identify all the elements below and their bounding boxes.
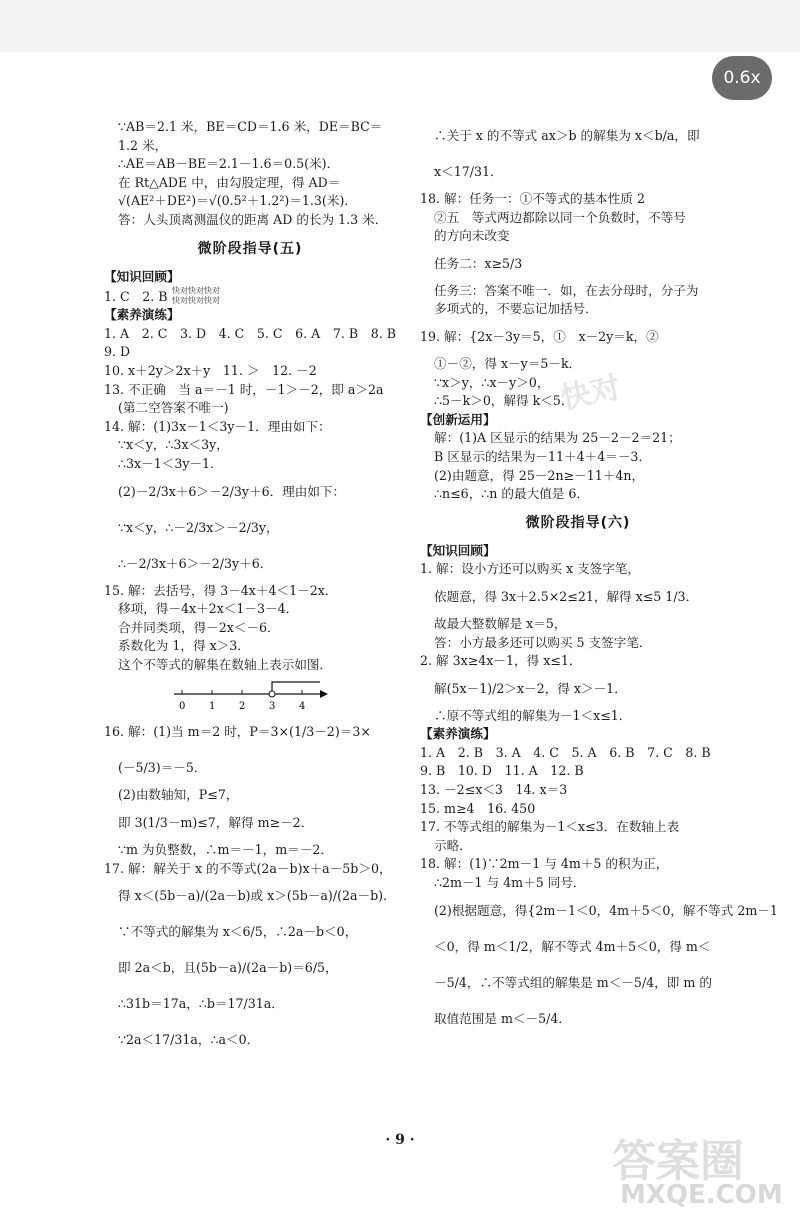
section-label: 【知识回顾】 [104, 268, 180, 284]
text-line: x＜17/31． [434, 164, 503, 179]
text-line: 得 x＜(5b－a)/(2a－b)或 x＞(5b－a)/(2a－b)． [118, 888, 396, 904]
section-label: 【素养演练】 [420, 726, 496, 742]
handwriting-line: 快对快对快对 [172, 296, 220, 306]
text-line: 解：(1)A 区显示的结果为 25－2－2＝21； [434, 430, 681, 446]
text-line: ∵x＜y，∴3x＜3y， [118, 437, 229, 453]
watermark-kuaidui: 快对 [557, 370, 624, 417]
text-line: (2)由数轴知，P≤7， [118, 787, 239, 803]
text-line: 16. 解：(1)当 m＝2 时，P＝3×(1/3－2)＝3× [104, 724, 371, 740]
section-heading: 微阶段指导(五) [197, 240, 303, 257]
text-line: 这个不等式的解集在数轴上表示如图． [118, 656, 333, 672]
text-line: ∴n≤6，∴n 的最大值是 6． [434, 486, 589, 502]
text-line: 2. 解 3x≥4x－1，得 x≤1． [420, 653, 582, 669]
text-line: 17. 解：解关于 x 的不等式(2a－b)x＋a－5b＞0， [104, 860, 392, 876]
text-line: ∴5－k＞0，解得 k＜5． [434, 393, 574, 409]
section-heading: 微阶段指导(六) [525, 514, 631, 531]
text-line: 15. m≥4 16. 450 [420, 800, 536, 816]
handwriting-note [172, 286, 220, 306]
text-line: 任务二：x≥5/3 [434, 255, 523, 271]
text-line: (2)根据题意，得{2m－1＜0，4m＋5＜0，解不等式 2m－1 [434, 902, 778, 918]
text-line: 9. B 10. D 11. A 12. B [420, 763, 584, 779]
text-line: (2)－2/3x＋6＞－2/3y＋6．理由如下： [118, 483, 346, 499]
text-line: 解(5x－1)/2＞x－2，得 x＞－1． [434, 680, 627, 696]
playback-speed-button[interactable]: 0.6x [712, 56, 772, 100]
text-line: ∵x＜y，∴－2/3x＞－2/3y， [118, 519, 279, 535]
text-line: 即 3(1/3－m)≤7，解得 m≥－2． [118, 815, 314, 831]
right-column [420, 118, 778, 1037]
watermark-answer-circle: 答案圈 [612, 1136, 744, 1187]
text-line: ∴2m－1 与 4m＋5 同号． [434, 875, 586, 891]
text-line: 18. 解：任务一：①不等式的基本性质 2 [420, 191, 645, 206]
text-line: 10. x＋2y＞2x＋y 11. ＞ 12. －2 [104, 362, 317, 378]
text-line: 依题意，得 3x＋2.5×2≤21，解得 x≤5 1/3． [434, 588, 699, 604]
answer-row [104, 286, 396, 306]
text-line: 13. 不正确 当 a＝－1 时，－1＞－2，即 a＞2a [104, 381, 384, 397]
text-line: ∴原不等式组的解集为－1＜x≤1． [434, 707, 632, 723]
page-number: · 9 · [385, 1132, 415, 1148]
text-line: 9. D [104, 344, 131, 360]
text-line: 1. 解：设小方还可以购买 x 支签字笔， [420, 561, 641, 577]
text-line: ∵m 为负整数，∴m＝－1，m＝－2． [118, 842, 333, 858]
text-line: 合并同类项，得－2x＜－6． [118, 619, 280, 635]
text-line: 1. A 2. B 3. A 4. C 5. A 6. B 7. C 8. B [420, 744, 711, 760]
text-line: 1.2 米， [118, 137, 168, 153]
watermark-url: MXQE.COM [620, 1180, 783, 1210]
top-bar [0, 0, 800, 52]
text-line: 任务三：答案不唯一．如，在去分母时，分子为 [434, 282, 699, 298]
tick-label: 4 [299, 701, 306, 713]
section-label: 【素养演练】 [104, 307, 180, 323]
text-line: ∵不等式的解集为 x＜6/5，∴2a－b＜0， [118, 924, 358, 940]
text-line: ∴3x－1＜3y－1． [118, 455, 223, 471]
text-line: ∴AE＝AB－BE＝2.1－1.6＝0.5(米)． [118, 156, 340, 172]
text-line: －5/4，∴不等式组的解集是 m＜－5/4，即 m 的 [434, 974, 712, 990]
axis-arrow [320, 690, 328, 698]
solution-ray [272, 682, 320, 694]
text-line: 19. 解：{2x－3y＝5，① x－2y＝k，② [420, 328, 659, 344]
handwriting-line: 快对快对快对 [172, 286, 220, 296]
open-circle [269, 691, 275, 697]
text-line: 17. 不等式组的解集为－1＜x≤3．在数轴上表 [420, 819, 680, 835]
section-label: 【知识回顾】 [420, 542, 496, 558]
text-line: 在 Rt△ADE 中，由勾股定理，得 AD＝ [118, 174, 341, 190]
text-line: 1. C 2. B [104, 289, 168, 305]
text-line: 14. 解：(1)3x－1＜3y－1．理由如下： [104, 418, 331, 434]
text-line: 的方向未改变 [434, 228, 510, 244]
section-label: 【创新运用】 [420, 411, 496, 427]
tick-label: 1 [209, 701, 216, 713]
text-line: ∵AB＝2.1 米，BE＝CD＝1.6 米，DE＝BC＝ [118, 119, 383, 134]
text-line: √(AE²＋DE²)＝√(0.5²＋1.2²)＝1.3(米)． [118, 193, 357, 209]
text-line: 18. 解：(1)∵2m－1 与 4m＋5 的积为正， [420, 856, 669, 872]
text-line: 故最大整数解是 x＝5， [434, 615, 567, 631]
text-line: ∵x＞y，∴x－y＞0， [434, 374, 550, 390]
text-line: (－5/3)＝－5． [118, 760, 207, 776]
text-line: ∴关于 x 的不等式 ax＞b 的解集为 x＜b/a，即 [434, 128, 700, 143]
text-line: 即 2a＜b，且(5b－a)/(2a－b)＝6/5， [118, 960, 338, 976]
tick-label: 0 [179, 701, 186, 713]
text-line: (第二空答案不唯一) [118, 400, 229, 416]
text-line: ＜0，得 m＜1/2，解不等式 4m＋5＜0，得 m＜ [434, 938, 711, 954]
text-line: 移项，得－4x＋2x＜1－3－4． [118, 601, 299, 617]
text-line: ∴－2/3x＋6＞－2/3y＋6． [118, 555, 273, 571]
tick-label: 2 [239, 701, 246, 713]
text-line: ②五 等式两边都除以同一个负数时，不等号 [434, 209, 686, 225]
text-line: 取值范围是 m＜－5/4． [434, 1010, 571, 1026]
text-line: 1. A 2. C 3. D 4. C 5. C 6. A 7. B 8. B [104, 325, 397, 341]
text-line: 15. 解：去括号，得 3－4x＋4＜1－2x． [104, 582, 338, 598]
text-line: ∵2a＜17/31a，∴a＜0． [118, 1032, 260, 1048]
text-line: 答：人头顶离测温仪的距离 AD 的长为 1.3 米． [118, 211, 388, 227]
text-line: 13. －2≤x＜3 14. x＝3 [420, 782, 568, 798]
text-line: 示略． [434, 837, 472, 853]
text-line: 答：小方最多还可以购买 5 支签字笔． [434, 634, 652, 650]
left-column [104, 118, 396, 1058]
text-line: ①－②，得 x－y＝5－k． [434, 355, 582, 371]
text-line: ∴31b＝17a，∴b＝17/31a． [118, 996, 284, 1012]
text-line: 多项式的，不要忘记加括号． [434, 301, 598, 317]
text-line: (2)由题意，得 25－2n≥－11＋4n， [434, 467, 645, 483]
tick-label: 3 [269, 701, 276, 713]
number-line-figure [104, 674, 396, 714]
text-line: B 区显示的结果为－11＋4＋4＝－3． [434, 448, 652, 464]
number-line-svg [170, 674, 330, 714]
text-line: 系数化为 1，得 x＞3． [118, 638, 250, 654]
